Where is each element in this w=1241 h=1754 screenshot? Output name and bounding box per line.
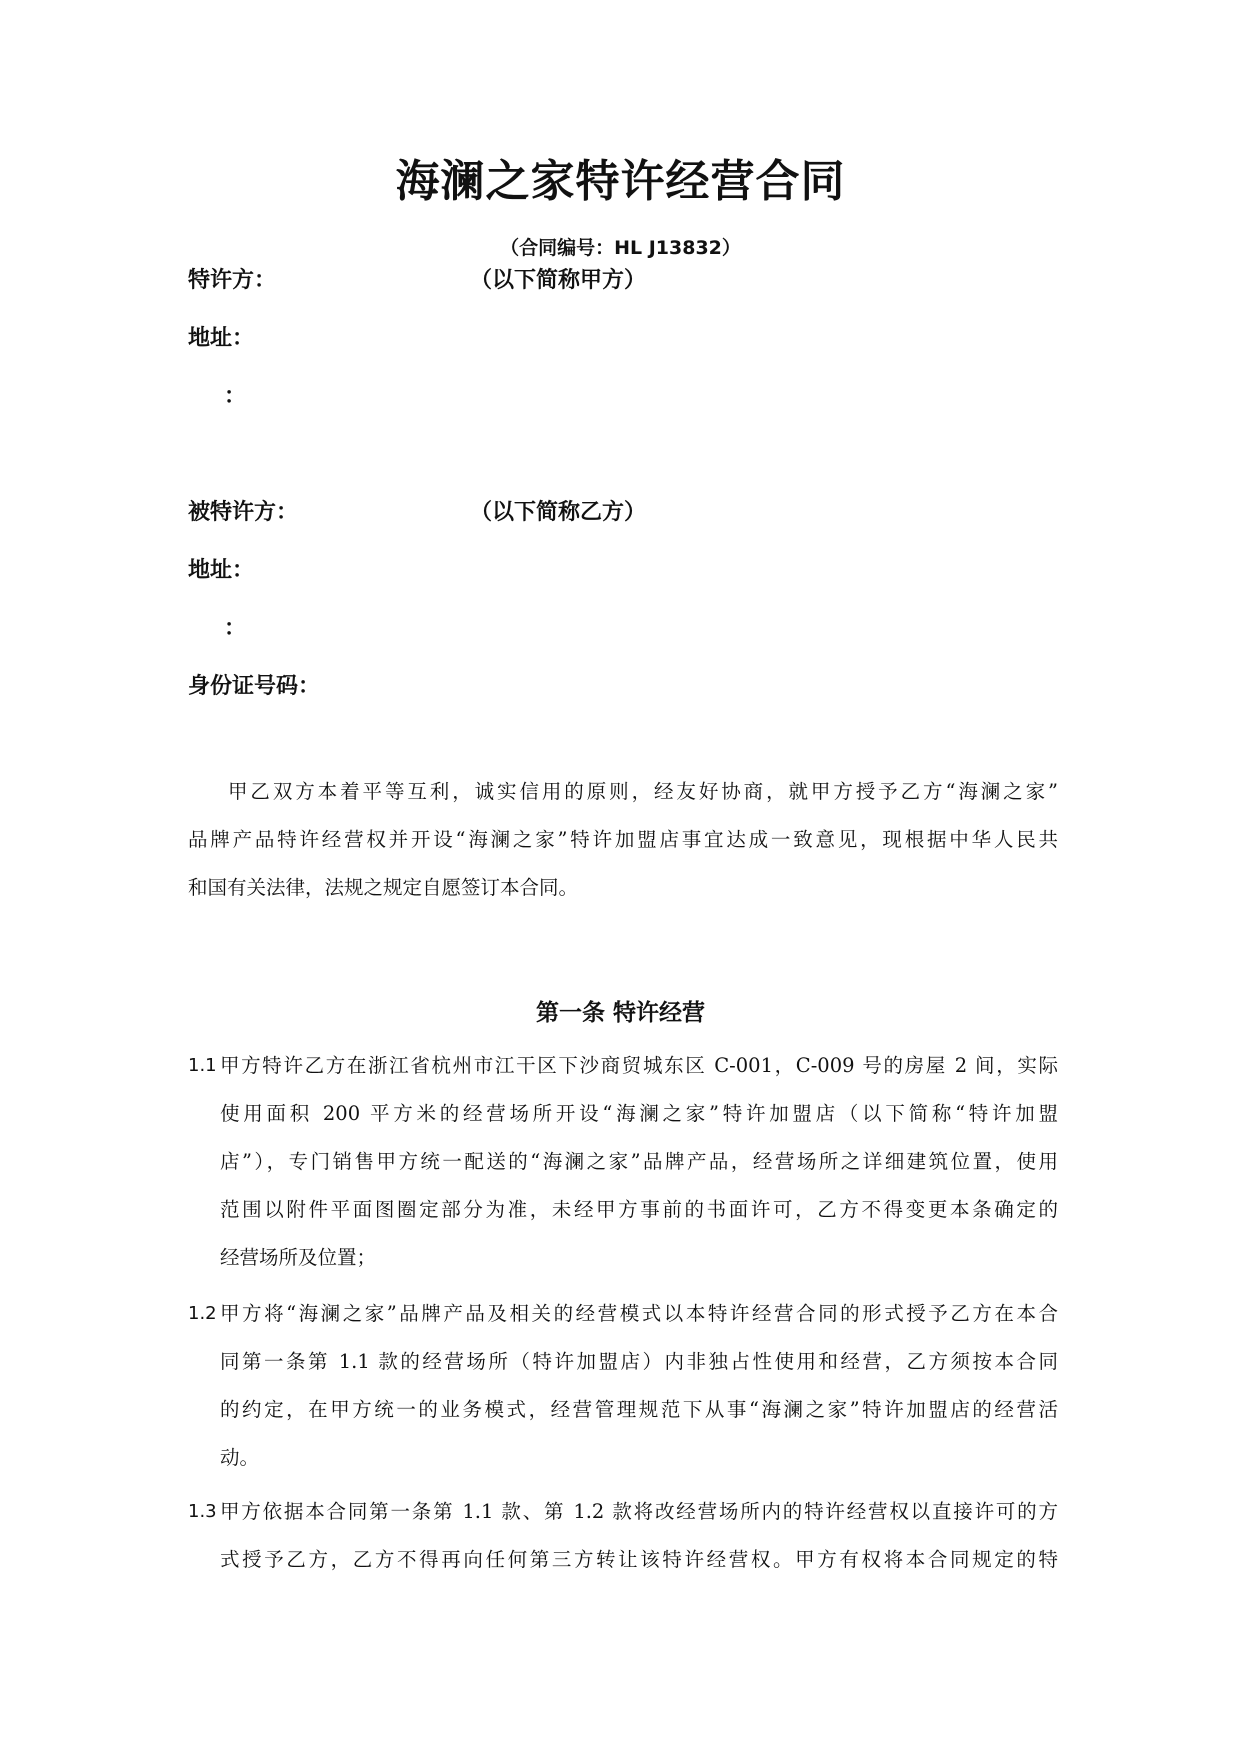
clause-line: 甲方将“海澜之家”品牌产品及相关的经营模式以本特许经营合同的形式授予乙方在本合 (220, 1302, 1058, 1325)
party-b-note: （以下简称乙方） (470, 500, 647, 525)
section-heading: 第一条 特许经营 (535, 1000, 705, 1026)
intro-line: 和国有关法律，法规之规定自愿签订本合同。 (188, 876, 579, 899)
clause-line: 同第一条第 1.1 款的经营场所（特许加盟店）内非独占性使用和经营，乙方须按本合同 (220, 1350, 1058, 1373)
clause-line: 范围以附件平面图圈定部分为准，未经甲方事前的书面许可，乙方不得变更本条确定的 (220, 1198, 1058, 1221)
clause-line: 的约定，在甲方统一的业务模式，经营管理规范下从事“海澜之家”特许加盟店的经营活 (220, 1398, 1058, 1421)
clause-line: 甲方特许乙方在浙江省杭州市江干区下沙商贸城东区 C-001，C-009 号的房屋 2 间，实际 (220, 1054, 1058, 1077)
clause-line: 式授予乙方，乙方不得再向任何第三方转让该特许经营权。甲方有权将本合同规定的特 (220, 1548, 1058, 1571)
clause-body (220, 1290, 1058, 1482)
clause-line: 店”），专门销售甲方统一配送的“海澜之家”品牌产品，经营场所之详细建筑位置，使用 (220, 1150, 1058, 1173)
clause-line: 甲方依据本合同第一条第 1.1 款、第 1.2 款将改经营场所内的特许经营权以直接许可的方 (220, 1500, 1058, 1523)
party-b-address-label: 地址： (188, 558, 255, 583)
clause-number: 1.2 (188, 1303, 217, 1324)
document-title: 海澜之家特许经营合同 (395, 156, 846, 207)
party-a-colon-line: ： (224, 384, 247, 409)
clause-body (220, 1488, 1058, 1584)
contract-number: （合同编号：HL J13832） (500, 237, 741, 259)
party-a-address-label: 地址： (188, 326, 255, 351)
clause-number: 1.3 (188, 1501, 217, 1522)
intro-line: 甲乙双方本着平等互利，诚实信用的原则，经友好协商，就甲方授予乙方“海澜之家” (228, 780, 1058, 803)
party-a-row (188, 264, 647, 298)
intro-paragraph (188, 768, 1058, 912)
party-b-label: 被特许方： (188, 500, 299, 525)
party-b-colon-line: ： (224, 616, 247, 641)
party-b-id-label: 身份证号码： (188, 674, 321, 699)
party-a-note: （以下简称甲方） (470, 268, 647, 293)
clause-body (220, 1042, 1058, 1282)
party-b-row (188, 496, 647, 530)
clause-number: 1.1 (188, 1055, 217, 1076)
clause-line: 动。 (220, 1446, 260, 1469)
party-a-label: 特许方： (188, 268, 277, 293)
intro-line: 品牌产品特许经营权并开设“海澜之家”特许加盟店事宜达成一致意见，现根据中华人民共 (188, 828, 1058, 851)
clause-line: 经营场所及位置； (220, 1246, 377, 1269)
clause-line: 使用面积 200 平方米的经营场所开设“海澜之家”特许加盟店（以下简称“特许加盟 (220, 1102, 1058, 1125)
